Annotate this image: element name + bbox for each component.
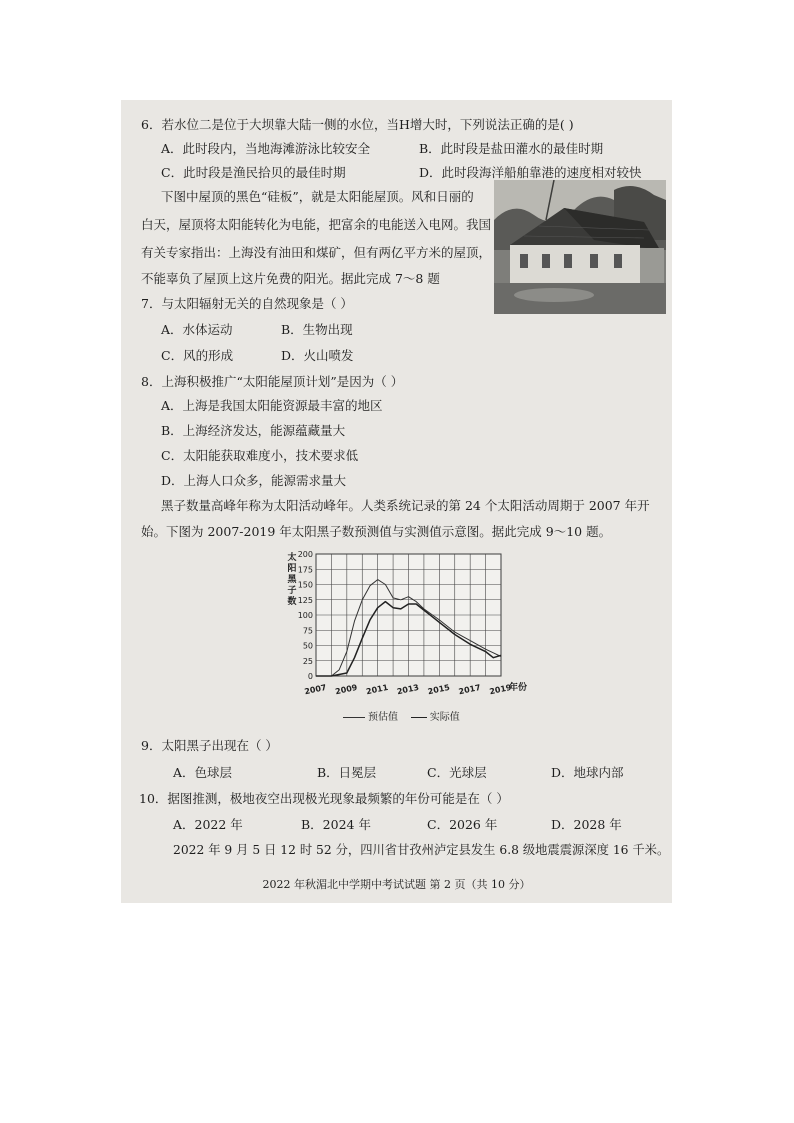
- q7-option-a: A．水体运动: [161, 322, 233, 337]
- passage2-line-1: 黑子数量高峰年称为太阳活动峰年。人类系统记录的第 24 个太阳活动周期于 2007 年开: [161, 498, 650, 513]
- solar-roof-house-photo: [494, 180, 666, 314]
- q10-option-c: C．2026 年: [427, 817, 498, 832]
- q6-option-a: A．此时段内，当地海滩游泳比较安全: [161, 141, 371, 156]
- x-tick-label: 2013: [396, 682, 420, 697]
- passage1-line-4: 不能辜负了屋顶上这片免费的阳光。据此完成 7～8 题: [141, 271, 440, 286]
- legend-swatch-actual: [411, 717, 427, 718]
- y-tick-label: 125: [297, 595, 313, 605]
- q8-stem: 8．上海积极推广“太阳能屋顶计划”是因为（ ）: [141, 374, 404, 389]
- passage1-line-2: 白天，屋顶将太阳能转化为电能，把富余的电能送入电网。我国: [141, 217, 492, 232]
- legend-label-actual: 实际值: [429, 712, 460, 723]
- y-tick-label: 75: [302, 626, 313, 636]
- q6-option-d: D．此时段海洋船舶靠港的速度相对较快: [419, 165, 642, 180]
- q8-option-a: A．上海是我国太阳能资源最丰富的地区: [161, 398, 383, 413]
- x-tick-label: 2011: [365, 682, 389, 697]
- q7-stem: 7．与太阳辐射无关的自然现象是（ ）: [141, 296, 353, 311]
- y-tick-label: 50: [302, 641, 313, 651]
- x-tick-label: 2007: [303, 682, 328, 697]
- page-footer: 2022 年秋湄北中学期中考试试题 第 2 页（共 10 分）: [262, 878, 531, 891]
- q6-option-b: B．此时段是盐田灌水的最佳时期: [419, 141, 604, 156]
- legend-swatch-predicted: [343, 717, 365, 718]
- sunspot-chart: [281, 548, 541, 728]
- legend-label-predicted: 预估值: [368, 712, 398, 723]
- x-axis-label: 年份: [509, 683, 528, 693]
- x-tick-label: 2017: [457, 682, 482, 697]
- q10-option-d: D．2028 年: [551, 817, 622, 832]
- q8-option-c: C．太阳能获取难度小，技术要求低: [161, 448, 359, 463]
- y-tick-label: 100: [297, 611, 313, 620]
- y-axis-label-char: 数: [287, 597, 297, 607]
- q7-option-d: D．火山喷发: [281, 348, 354, 363]
- q10-option-b: B．2024 年: [301, 817, 371, 832]
- q6-stem: 6．若水位二是位于大坝靠大陆一侧的水位，当H增大时，下列说法正确的是( ): [141, 117, 574, 132]
- q10-option-a: A．2022 年: [173, 817, 243, 832]
- y-axis-label-char: 黑: [287, 575, 297, 585]
- y-tick-label: 25: [302, 656, 313, 666]
- y-axis-label-char: 阳: [287, 564, 297, 574]
- q9-stem: 9．太阳黑子出现在（ ）: [141, 738, 278, 753]
- q9-option-d: D．地球内部: [551, 765, 624, 780]
- y-axis-label-char: 子: [287, 586, 297, 596]
- q7-option-c: C．风的形成: [161, 348, 234, 363]
- q10-stem: 10．据图推测，极地夜空出现极光现象最频繁的年份可能是在（ ）: [139, 791, 509, 806]
- x-tick-label: 2015: [426, 682, 451, 697]
- x-tick-label: 2009: [334, 682, 359, 697]
- y-axis-label-char: 太: [287, 553, 297, 563]
- q9-option-a: A．色球层: [173, 765, 233, 780]
- x-tick-label: 2019: [488, 682, 513, 697]
- y-tick-label: 175: [297, 565, 313, 575]
- chart-legend: [343, 708, 460, 723]
- y-tick-label: 150: [297, 580, 313, 590]
- y-tick-label: 0: [307, 672, 313, 681]
- exam-page: [121, 100, 672, 903]
- passage3: 2022 年 9 月 5 日 12 时 52 分，四川省甘孜州泸定县发生 6.8 级地震震源深度 16 千米。: [173, 843, 670, 857]
- q9-option-b: B．日冕层: [317, 765, 377, 780]
- y-tick-label: 200: [297, 550, 313, 559]
- passage1-line-1: 下图中屋顶的黑色“硅板”，就是太阳能屋顶。风和日丽的: [161, 189, 474, 204]
- q8-option-d: D．上海人口众多，能源需求量大: [161, 473, 347, 488]
- q7-option-b: B．生物出现: [281, 322, 353, 337]
- q6-option-c: C．此时段是渔民拾贝的最佳时期: [161, 165, 346, 180]
- passage2-line-2: 始。下图为 2007-2019 年太阳黑子数预测值与实测值示意图。据此完成 9～10 题。: [141, 524, 612, 539]
- q8-option-b: B．上海经济发达，能源蕴藏量大: [161, 423, 346, 438]
- q9-option-c: C．光球层: [427, 765, 487, 780]
- passage1-line-3: 有关专家指出：上海没有油田和煤矿，但有两亿平方米的屋顶，: [141, 245, 492, 260]
